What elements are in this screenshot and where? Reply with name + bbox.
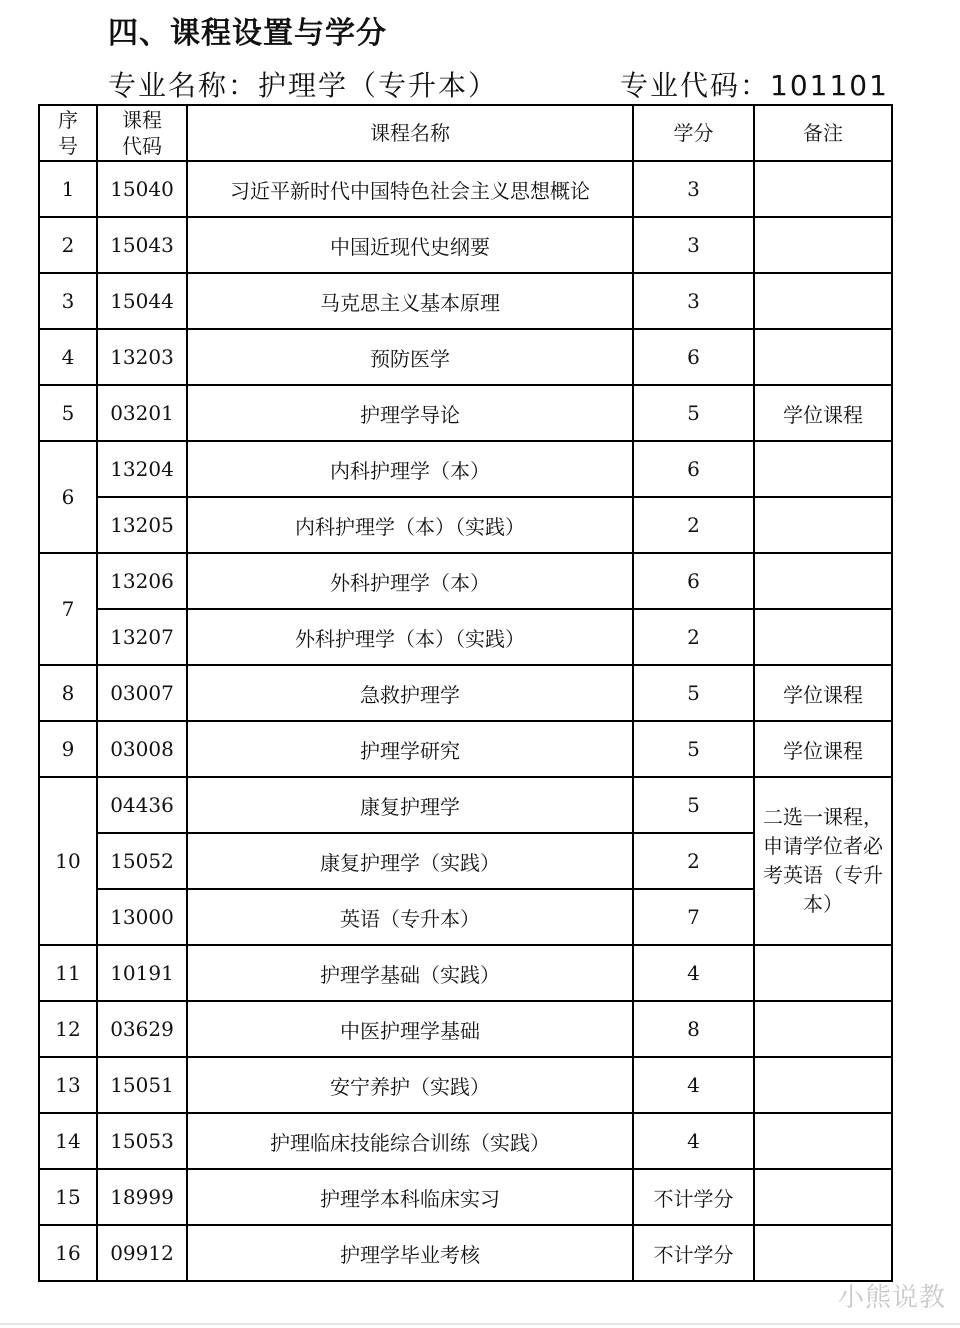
cell-seq: 5 — [39, 385, 97, 441]
table-row — [39, 161, 892, 217]
cell-name: 急救护理学 — [187, 665, 633, 721]
cell-note — [754, 1113, 892, 1169]
cell-credit: 3 — [633, 273, 754, 329]
cell-code: 03007 — [97, 665, 187, 721]
cell-name: 英语（专升本） — [187, 889, 633, 945]
table-header-row — [39, 105, 892, 161]
cell-code: 03008 — [97, 721, 187, 777]
cell-seq: 10 — [39, 777, 97, 945]
cell-seq: 3 — [39, 273, 97, 329]
table-row — [39, 1057, 892, 1113]
table-row — [39, 721, 892, 777]
table-row — [39, 1001, 892, 1057]
cell-name: 护理学基础（实践） — [187, 945, 633, 1001]
cell-name: 外科护理学（本） — [187, 553, 633, 609]
cell-name: 内科护理学（本）（实践） — [187, 497, 633, 553]
header-credit: 学分 — [633, 105, 754, 161]
cell-note-elective: 二选一课程，申请学位者必考英语（专升本） — [754, 777, 892, 945]
cell-credit: 7 — [633, 889, 754, 945]
cell-credit: 2 — [633, 833, 754, 889]
cell-credit: 3 — [633, 217, 754, 273]
watermark: 小熊说教 — [837, 1283, 946, 1313]
cell-name: 习近平新时代中国特色社会主义思想概论 — [187, 161, 633, 217]
cell-name: 康复护理学 — [187, 777, 633, 833]
cell-credit: 5 — [633, 777, 754, 833]
cell-code: 15043 — [97, 217, 187, 273]
cell-name: 内科护理学（本） — [187, 441, 633, 497]
section-heading: 四、课程设置与学分 — [108, 16, 387, 51]
cell-name: 康复护理学（实践） — [187, 833, 633, 889]
cell-code: 15051 — [97, 1057, 187, 1113]
table-row — [39, 329, 892, 385]
cell-seq: 16 — [39, 1225, 97, 1281]
cell-seq: 2 — [39, 217, 97, 273]
cell-code: 15053 — [97, 1113, 187, 1169]
cell-credit: 6 — [633, 329, 754, 385]
table-row — [39, 777, 892, 833]
table-row — [39, 665, 892, 721]
cell-code: 13204 — [97, 441, 187, 497]
cell-credit: 不计学分 — [633, 1225, 754, 1281]
cell-note — [754, 217, 892, 273]
cell-note: 学位课程 — [754, 665, 892, 721]
cell-credit: 2 — [633, 609, 754, 665]
table-row — [39, 945, 892, 1001]
cell-seq: 1 — [39, 161, 97, 217]
cell-name: 护理临床技能综合训练（实践） — [187, 1113, 633, 1169]
cell-credit: 8 — [633, 1001, 754, 1057]
cell-name: 安宁养护（实践） — [187, 1057, 633, 1113]
table-row — [39, 553, 892, 609]
cell-note: 学位课程 — [754, 721, 892, 777]
cell-note — [754, 1057, 892, 1113]
table-row — [39, 1113, 892, 1169]
cell-seq: 4 — [39, 329, 97, 385]
cell-name: 中医护理学基础 — [187, 1001, 633, 1057]
cell-name: 护理学导论 — [187, 385, 633, 441]
cell-code: 15044 — [97, 273, 187, 329]
cell-note — [754, 161, 892, 217]
cell-seq: 13 — [39, 1057, 97, 1113]
cell-code: 13205 — [97, 497, 187, 553]
major-code: 专业代码：101101 — [620, 69, 889, 102]
header-seq: 序号 — [39, 105, 97, 161]
cell-credit: 2 — [633, 497, 754, 553]
cell-code: 15052 — [97, 833, 187, 889]
cell-code: 15040 — [97, 161, 187, 217]
cell-seq: 9 — [39, 721, 97, 777]
cell-name: 中国近现代史纲要 — [187, 217, 633, 273]
cell-code: 10191 — [97, 945, 187, 1001]
header-code: 课程代码 — [97, 105, 187, 161]
cell-credit: 6 — [633, 441, 754, 497]
cell-note — [754, 329, 892, 385]
cell-code: 13203 — [97, 329, 187, 385]
cell-note — [754, 497, 892, 553]
cell-note — [754, 441, 892, 497]
cell-name: 预防医学 — [187, 329, 633, 385]
cell-credit: 5 — [633, 665, 754, 721]
cell-note — [754, 553, 892, 609]
cell-seq: 15 — [39, 1169, 97, 1225]
cell-credit: 6 — [633, 553, 754, 609]
cell-credit: 5 — [633, 721, 754, 777]
cell-note — [754, 1169, 892, 1225]
table-row — [39, 441, 892, 497]
cell-code: 04436 — [97, 777, 187, 833]
cell-name: 护理学研究 — [187, 721, 633, 777]
cell-note — [754, 273, 892, 329]
cell-code: 18999 — [97, 1169, 187, 1225]
cell-seq: 7 — [39, 553, 97, 665]
cell-seq: 8 — [39, 665, 97, 721]
cell-code: 13000 — [97, 889, 187, 945]
cell-code: 03629 — [97, 1001, 187, 1057]
cell-note: 学位课程 — [754, 385, 892, 441]
bottom-divider — [0, 1323, 960, 1325]
cell-name: 马克思主义基本原理 — [187, 273, 633, 329]
cell-name: 外科护理学（本）（实践） — [187, 609, 633, 665]
header-note: 备注 — [754, 105, 892, 161]
cell-credit: 不计学分 — [633, 1169, 754, 1225]
cell-credit: 4 — [633, 1113, 754, 1169]
table-row — [39, 497, 892, 553]
cell-code: 03201 — [97, 385, 187, 441]
cell-credit: 3 — [633, 161, 754, 217]
cell-note — [754, 1225, 892, 1281]
cell-note — [754, 1001, 892, 1057]
cell-credit: 4 — [633, 945, 754, 1001]
cell-code: 09912 — [97, 1225, 187, 1281]
table-row — [39, 273, 892, 329]
cell-note — [754, 609, 892, 665]
cell-seq: 14 — [39, 1113, 97, 1169]
table-row — [39, 217, 892, 273]
major-name: 专业名称：护理学（专升本） — [108, 69, 499, 102]
cell-credit: 5 — [633, 385, 754, 441]
cell-name: 护理学本科临床实习 — [187, 1169, 633, 1225]
course-table — [38, 104, 893, 1282]
cell-code: 13207 — [97, 609, 187, 665]
cell-code: 13206 — [97, 553, 187, 609]
cell-seq: 12 — [39, 1001, 97, 1057]
cell-seq: 6 — [39, 441, 97, 553]
cell-credit: 4 — [633, 1057, 754, 1113]
table-row — [39, 1225, 892, 1281]
cell-seq: 11 — [39, 945, 97, 1001]
table-row — [39, 385, 892, 441]
table-row — [39, 609, 892, 665]
cell-note — [754, 945, 892, 1001]
cell-name: 护理学毕业考核 — [187, 1225, 633, 1281]
table-row — [39, 1169, 892, 1225]
header-name: 课程名称 — [187, 105, 633, 161]
